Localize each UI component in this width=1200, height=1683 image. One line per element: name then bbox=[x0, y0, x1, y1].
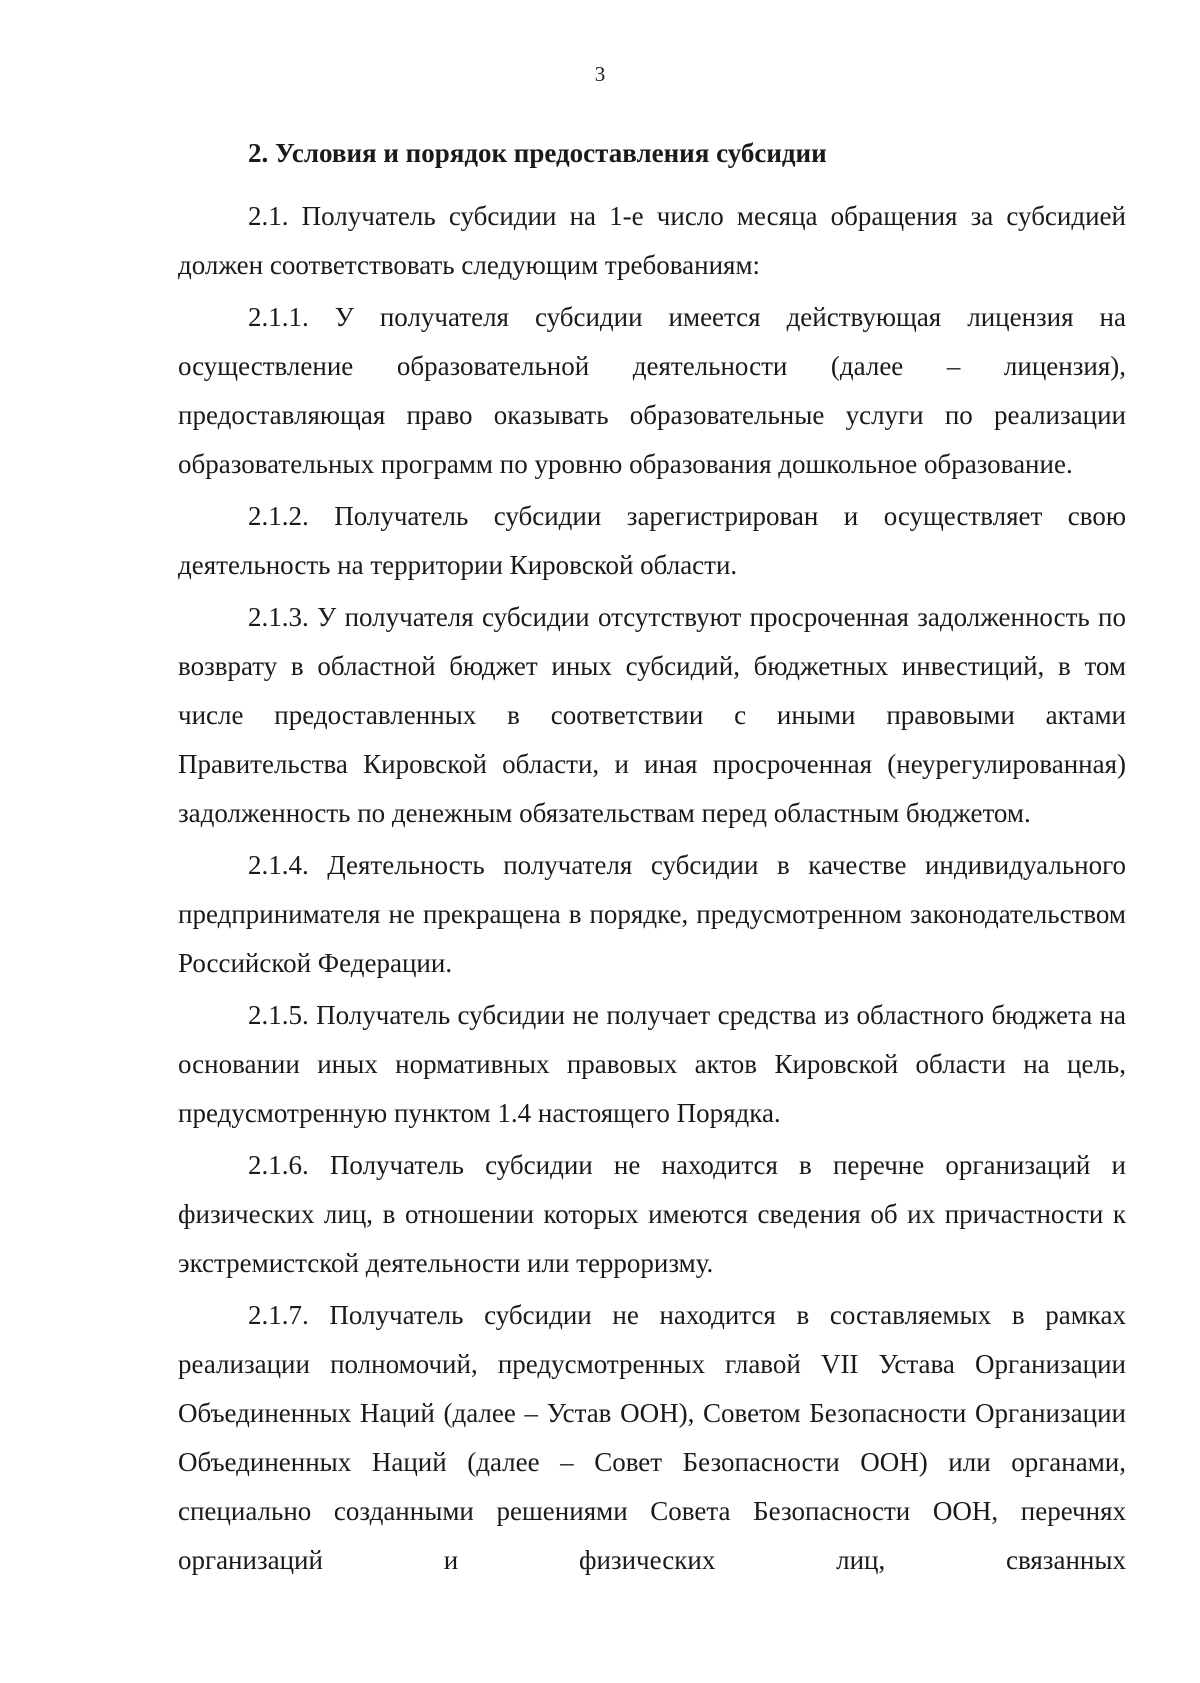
document-body bbox=[178, 128, 1126, 1588]
section-heading: 2. Условия и порядок предоставления субсидии bbox=[248, 138, 827, 168]
paragraph-2-1-4: 2.1.4. Деятельность получателя субсидии в качестве индивидуального предпринимателя не прекращена в порядке, предусмотренном законодательством Российской Федерации. bbox=[178, 850, 1126, 978]
paragraph-2-1-5: 2.1.5. Получатель субсидии не получает средства из областного бюджета на основании иных нормативных правовых актов Кировской области на цель, предусмотренную пунктом 1.4 настоящего Порядка. bbox=[178, 1000, 1126, 1128]
paragraph-2-1-6: 2.1.6. Получатель субсидии не находится в перечне организаций и физических лиц, в отношении которых имеются сведения об их причастности к экстремистской деятельности или терроризму. bbox=[178, 1150, 1126, 1278]
page-number: 3 bbox=[594, 62, 606, 86]
paragraph-2-1-2: 2.1.2. Получатель субсидии зарегистрирован и осуществляет свою деятельность на территории Кировской области. bbox=[178, 501, 1126, 580]
paragraph-2-1: 2.1. Получатель субсидии на 1-е число месяца обращения за субсидией должен соответствовать следующим требованиям: bbox=[178, 201, 1126, 280]
paragraph-2-1-7: 2.1.7. Получатель субсидии не находится в составляемых в рамках реализации полномочий, предусмотренных главой VII Устава Организации Объединенных Наций (далее – Устав ООН), Советом Безопасности Организации Объединенных Наций (далее – Совет Безопасности ООН) или органами, специально созданными решениями Совета Безопасности ООН, перечнях организаций и физических лиц, связанных bbox=[178, 1300, 1126, 1575]
paragraph-2-1-3: 2.1.3. У получателя субсидии отсутствуют просроченная задолженность по возврату в областной бюджет иных субсидий, бюджетных инвестиций, в том числе предоставленных в соответствии с иными правовыми актами Правительства Кировской области, и иная просроченная (неурегулированная) задолженность по денежным обязательствам перед областным бюджетом. bbox=[178, 602, 1126, 828]
paragraph-2-1-1: 2.1.1. У получателя субсидии имеется действующая лицензия на осуществление образовательной деятельности (далее – лицензия), предоставляющая право оказывать образовательные услуги по реализации образовательных программ по уровню образования дошкольное образование. bbox=[178, 302, 1126, 479]
